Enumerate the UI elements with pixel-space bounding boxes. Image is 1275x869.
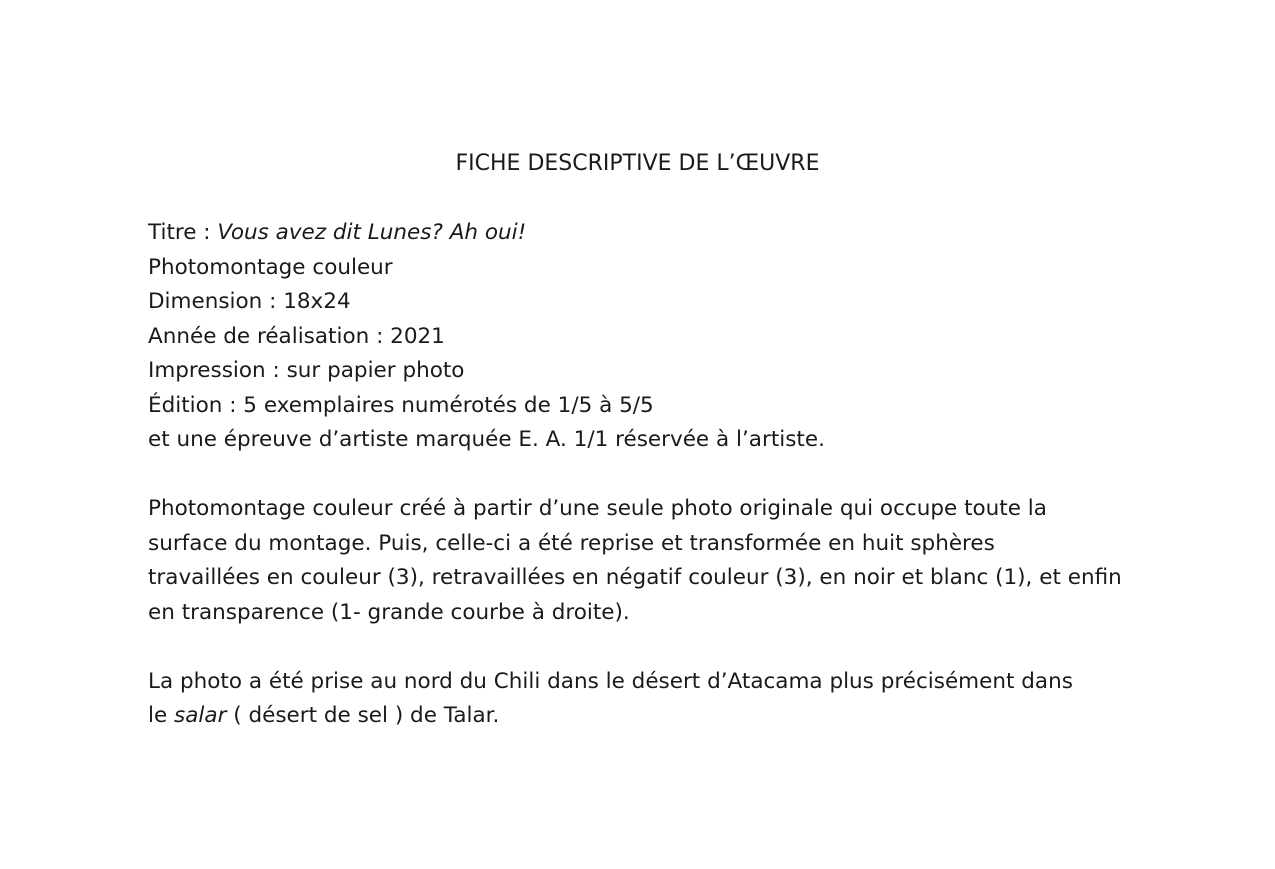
paragraph-spacer [148, 630, 1148, 665]
paragraph-spacer [148, 458, 1148, 493]
artwork-type: Photomontage couleur [148, 254, 393, 280]
artwork-title: Vous avez dit Lunes? Ah oui! [217, 220, 527, 245]
artwork-year: Année de réalisation : 2021 [148, 323, 445, 349]
description-line: en transparence (1- grande courbe à droite). [148, 599, 630, 625]
artwork-details [148, 216, 1148, 458]
artwork-dimension: Dimension : 18x24 [148, 289, 351, 314]
artwork-edition-note: et une épreuve d’artiste marquée E. A. 1/1 réservée à l’artiste. [148, 427, 825, 452]
salar-term: salar [174, 703, 227, 728]
location-line: La photo a été prise au nord du Chili dans le désert d’Atacama plus précisément dans [148, 668, 1073, 694]
artwork-edition: Édition : 5 exemplaires numérotés de 1/5 à 5/5 [148, 392, 654, 418]
artwork-description [148, 492, 1148, 630]
photo-location [148, 665, 1148, 734]
title-line [148, 216, 1148, 251]
document-body [148, 216, 1148, 734]
location-suffix: ( désert de sel ) de Talar. [226, 703, 500, 728]
description-line: travaillées en couleur (3), retravaillées en négatif couleur (3), en noir et blanc (1), et enfin [148, 565, 1122, 590]
description-line: surface du montage. Puis, celle-ci a été reprise et transformée en huit sphères [148, 530, 995, 556]
location-prefix: le [148, 703, 175, 728]
document-title: FICHE DESCRIPTIVE DE L’ŒUVRE [455, 151, 820, 176]
title-label: Titre : [148, 220, 218, 245]
location-line [148, 699, 1148, 734]
artwork-print: Impression : sur papier photo [148, 358, 465, 383]
description-line: Photomontage couleur créé à partir d’une seule photo originale qui occupe toute la [148, 496, 1047, 521]
